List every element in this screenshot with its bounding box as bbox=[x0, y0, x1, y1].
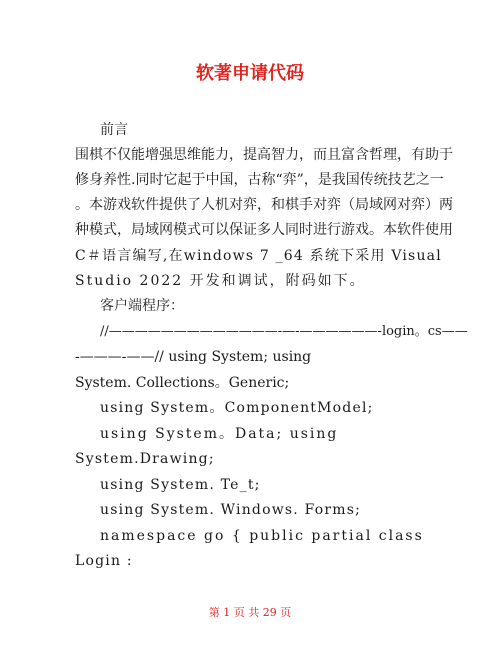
code-line: using System. Te_t; bbox=[100, 477, 261, 493]
code-line: System.Drawing; bbox=[75, 451, 215, 467]
paragraph-line: 围棋不仅能增强思维能力，提高智力，而且富含哲理，有助于 bbox=[75, 147, 453, 163]
page-footer: 第 1 页 共 29 页 bbox=[208, 606, 292, 619]
code-line: -———-——// using System; using bbox=[75, 349, 312, 365]
code-line: System. Collections。Generic; bbox=[75, 375, 290, 391]
client-program-label: 客户端程序： bbox=[100, 298, 184, 314]
paragraph-line: Studio 2022 开发和调试，附码如下。 bbox=[75, 273, 366, 289]
code-line: Login : bbox=[75, 553, 133, 569]
code-line: //—————————————-—-——————-login。cs—— bbox=[100, 324, 468, 339]
paragraph-line: 。本游戏软件提供了人机对弈，和棋手对弈（局域网对弈）两 bbox=[75, 197, 453, 213]
code-line: namespace go { public partial class bbox=[100, 528, 424, 544]
paragraph-line: 修身养性.同时它起于中国，古称“弈”，是我国传统技艺之一 bbox=[75, 172, 444, 188]
code-line: using System。Data; using bbox=[100, 426, 339, 442]
code-line: using System。ComponentModel; bbox=[100, 400, 374, 416]
preface-heading: 前言 bbox=[100, 122, 128, 138]
paragraph-line: 种模式，局域网模式可以保证多人同时进行游戏。本软件使用 bbox=[75, 222, 453, 238]
paragraph-line: C＃语言编写,在windows 7 _64 系统下采用 Visual bbox=[75, 248, 442, 264]
document-title: 软著申请代码 bbox=[196, 63, 304, 84]
code-line: using System. Windows. Forms; bbox=[100, 502, 362, 518]
